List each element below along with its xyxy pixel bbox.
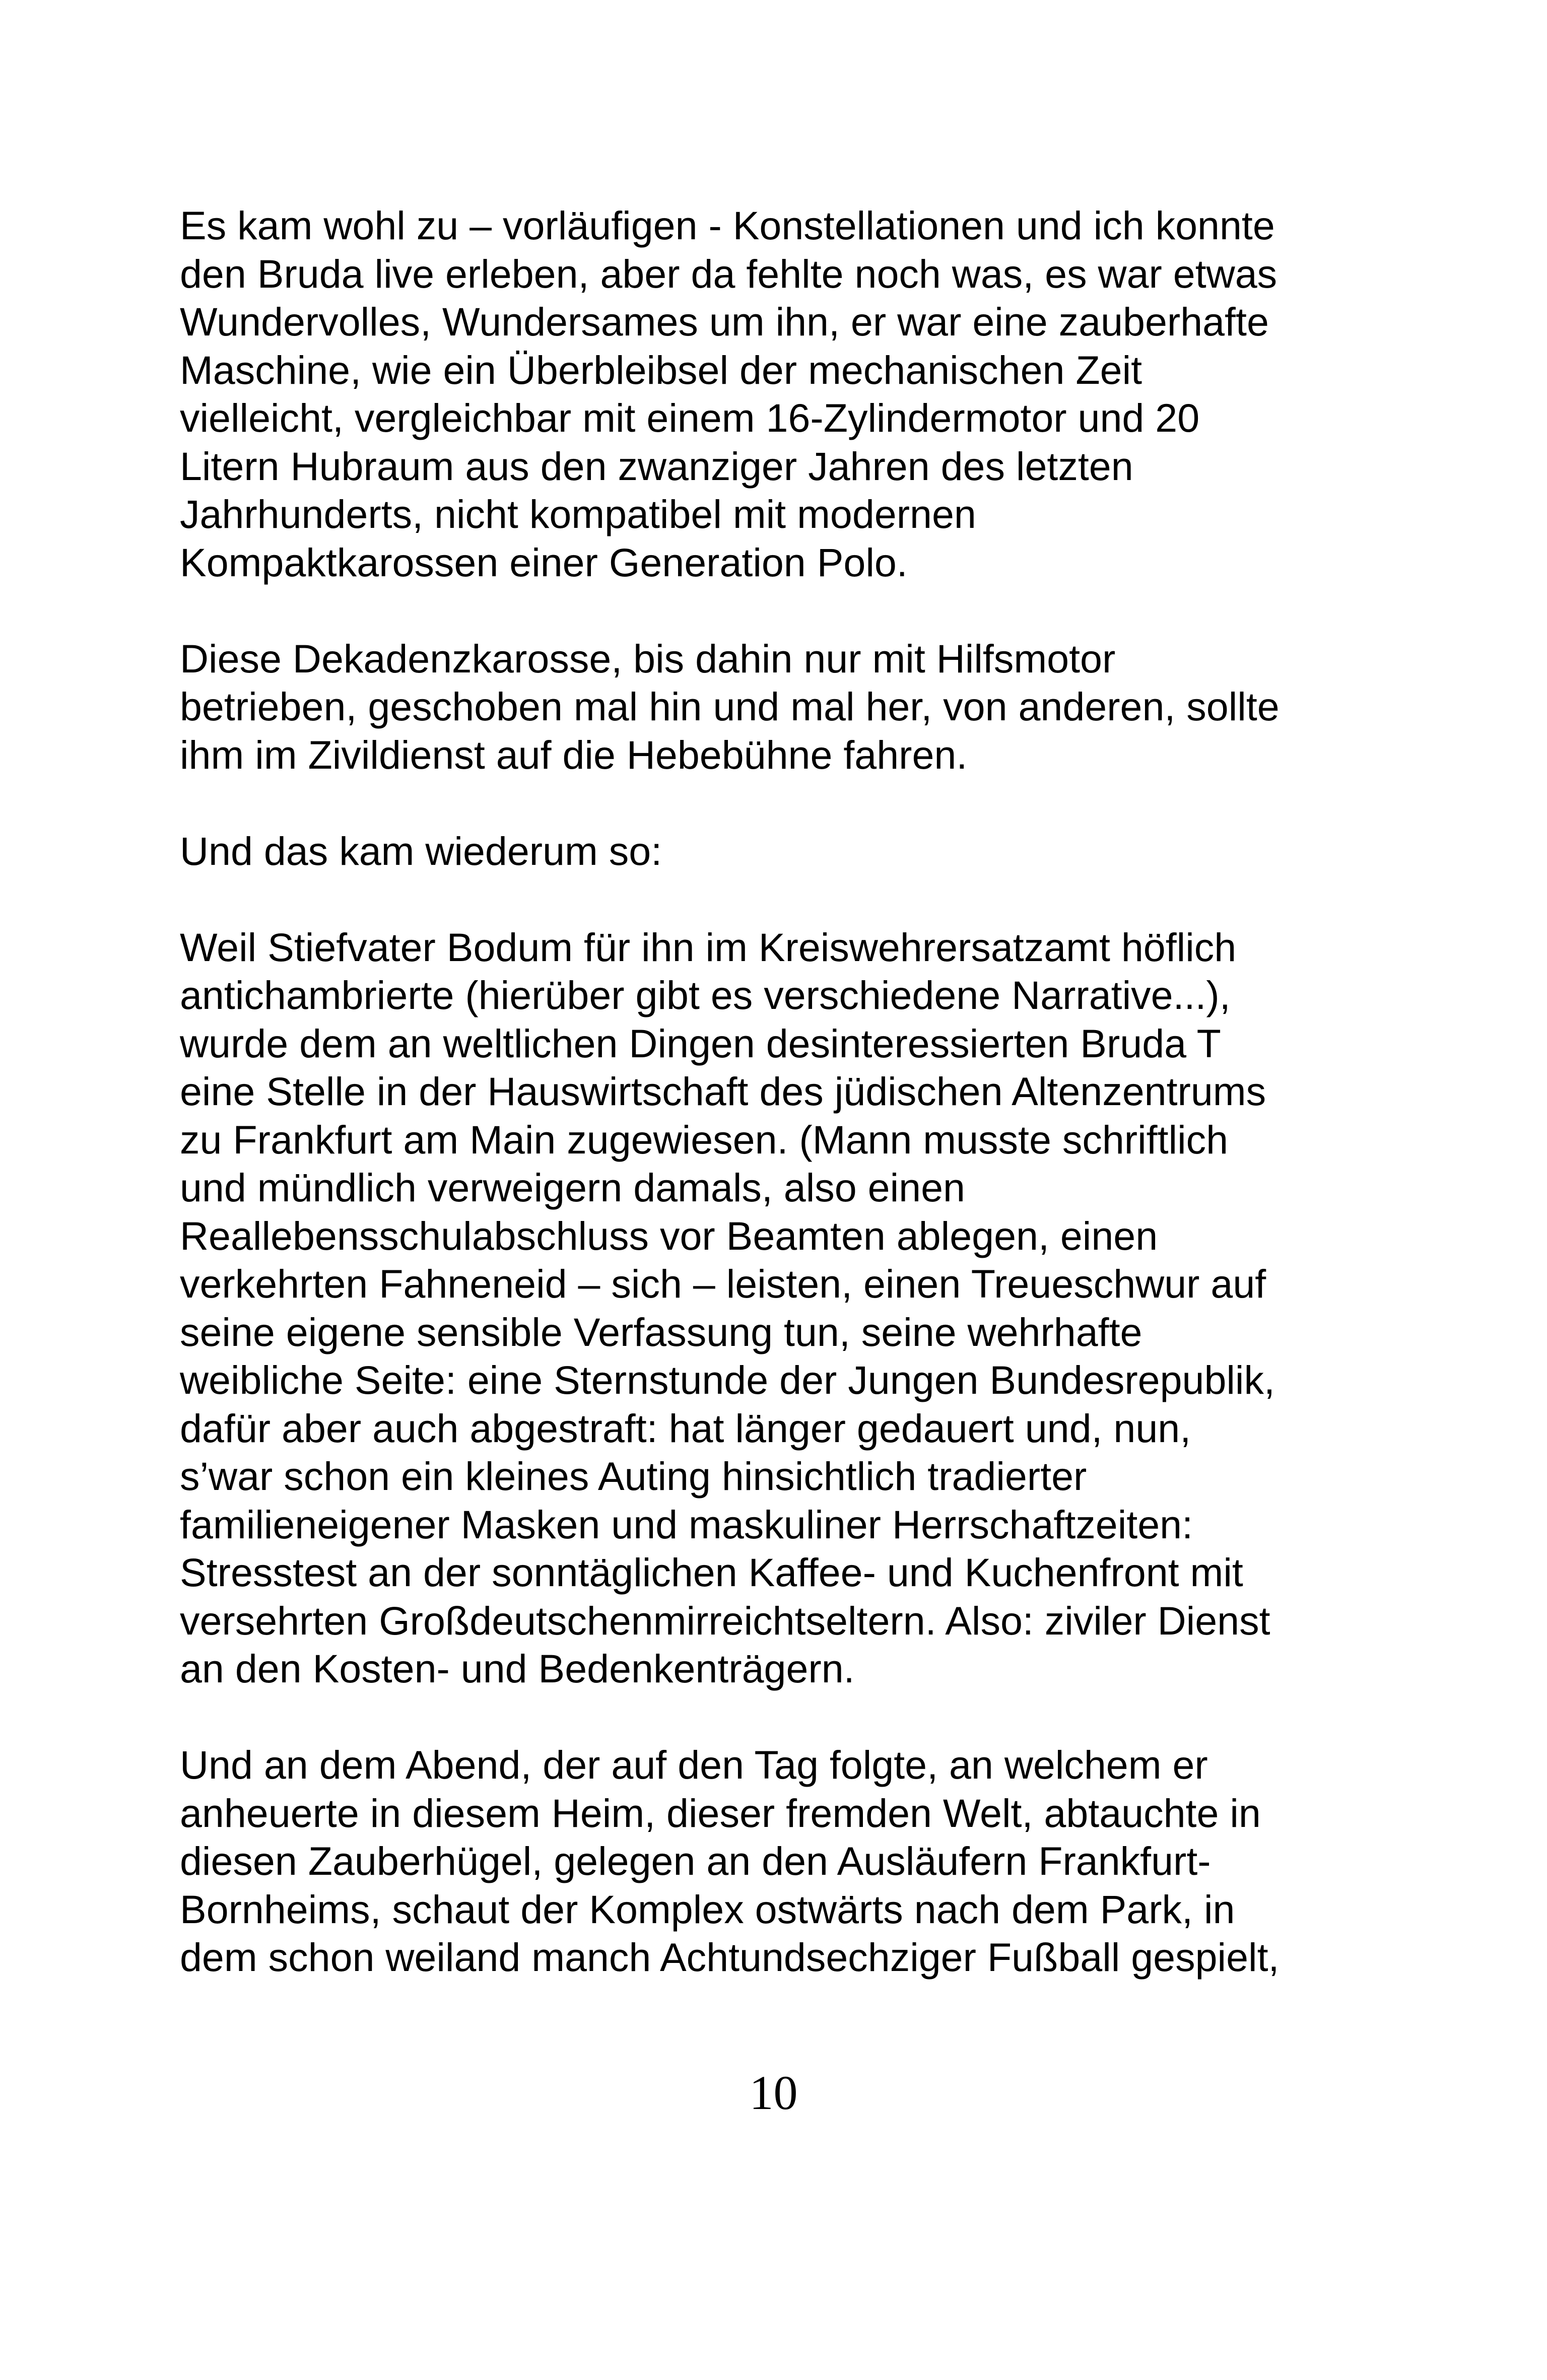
text-line: dem schon weiland manch Achtundsechziger Fußball gespielt, — [180, 1935, 1280, 1980]
text-line: versehrten Großdeutschenmirreichtseltern. Also: ziviler Dienst — [180, 1598, 1270, 1643]
text-line: Jahrhunderts, nicht kompatibel mit modernen — [180, 492, 976, 536]
text-line: antichambrierte (hierüber gibt es verschiedene Narrative...), — [180, 973, 1231, 1017]
paragraph — [180, 635, 1379, 779]
text-line: familieneigener Masken und maskuliner Herrschaftzeiten: — [180, 1502, 1193, 1547]
text-line: den Bruda live erleben, aber da fehlte noch was, es war etwas — [180, 251, 1277, 296]
text-line: Bornheims, schaut der Komplex ostwärts nach dem Park, in — [180, 1886, 1235, 1932]
paragraph — [180, 827, 1379, 875]
body-text — [180, 201, 1379, 1982]
text-line: weibliche Seite: eine Sternstunde der Jungen Bundesrepublik, — [180, 1357, 1275, 1402]
text-line: zu Frankfurt am Main zugewiesen. (Mann musste schriftlich — [180, 1117, 1229, 1162]
text-line: ihm im Zivildienst auf die Hebebühne fahren. — [180, 732, 968, 777]
text-line: und mündlich verweigern damals, also einen — [180, 1165, 965, 1210]
text-line: s’war schon ein kleines Auting hinsichtlich tradierter — [180, 1454, 1087, 1499]
text-line: dafür aber auch abgestraft: hat länger gedauert und, nun, — [180, 1405, 1191, 1451]
text-line: vielleicht, vergleichbar mit einem 16-Zylindermotor und 20 — [180, 395, 1200, 440]
paragraph-gap — [180, 779, 1379, 827]
page-number: 10 — [749, 2066, 798, 2120]
text-line: Maschine, wie ein Überbleibsel der mechanischen Zeit — [180, 347, 1142, 392]
paragraph-gap — [180, 586, 1379, 635]
text-line: Reallebensschulabschluss vor Beamten ablegen, einen — [180, 1213, 1158, 1258]
text-line: Und das kam wiederum so: — [180, 828, 662, 873]
paragraph — [180, 923, 1379, 1693]
text-line: Wundervolles, Wundersames um ihn, er war eine zauberhafte — [180, 299, 1269, 344]
text-line: eine Stelle in der Hauswirtschaft des jüdischen Altenzentrums — [180, 1069, 1266, 1114]
text-line: wurde dem an weltlichen Dingen desinteressierten Bruda T — [180, 1021, 1221, 1066]
text-line: verkehrten Fahneneid – sich – leisten, einen Treueschwur auf — [180, 1261, 1266, 1306]
paragraph-gap — [180, 1693, 1379, 1741]
text-line: Weil Stiefvater Bodum für ihn im Kreiswehrersatzamt höflich — [180, 924, 1237, 970]
text-line: Es kam wohl zu – vorläufigen - Konstellationen und ich konnte — [180, 203, 1275, 248]
text-line: Litern Hubraum aus den zwanziger Jahren des letzten — [180, 443, 1133, 489]
text-line: Stresstest an der sonntäglichen Kaffee- und Kuchenfront mit — [180, 1550, 1243, 1595]
text-line: anheuerte in diesem Heim, dieser fremden Welt, abtauchte in — [180, 1790, 1261, 1835]
text-line: seine eigene sensible Verfassung tun, seine wehrhafte — [180, 1309, 1142, 1354]
paragraph — [180, 201, 1379, 586]
text-line: Und an dem Abend, der auf den Tag folgte, an welchem er — [180, 1742, 1208, 1787]
text-line: Diese Dekadenzkarosse, bis dahin nur mit Hilfsmotor — [180, 636, 1116, 681]
text-line: Kompaktkarossen einer Generation Polo. — [180, 539, 908, 585]
text-line: diesen Zauberhügel, gelegen an den Ausläufern Frankfurt- — [180, 1839, 1211, 1883]
text-line: an den Kosten- und Bedenkenträgern. — [180, 1646, 855, 1691]
paragraph — [180, 1741, 1379, 1982]
paragraph-gap — [180, 875, 1379, 923]
text-line: betrieben, geschoben mal hin und mal her, von anderen, sollte — [180, 684, 1280, 729]
